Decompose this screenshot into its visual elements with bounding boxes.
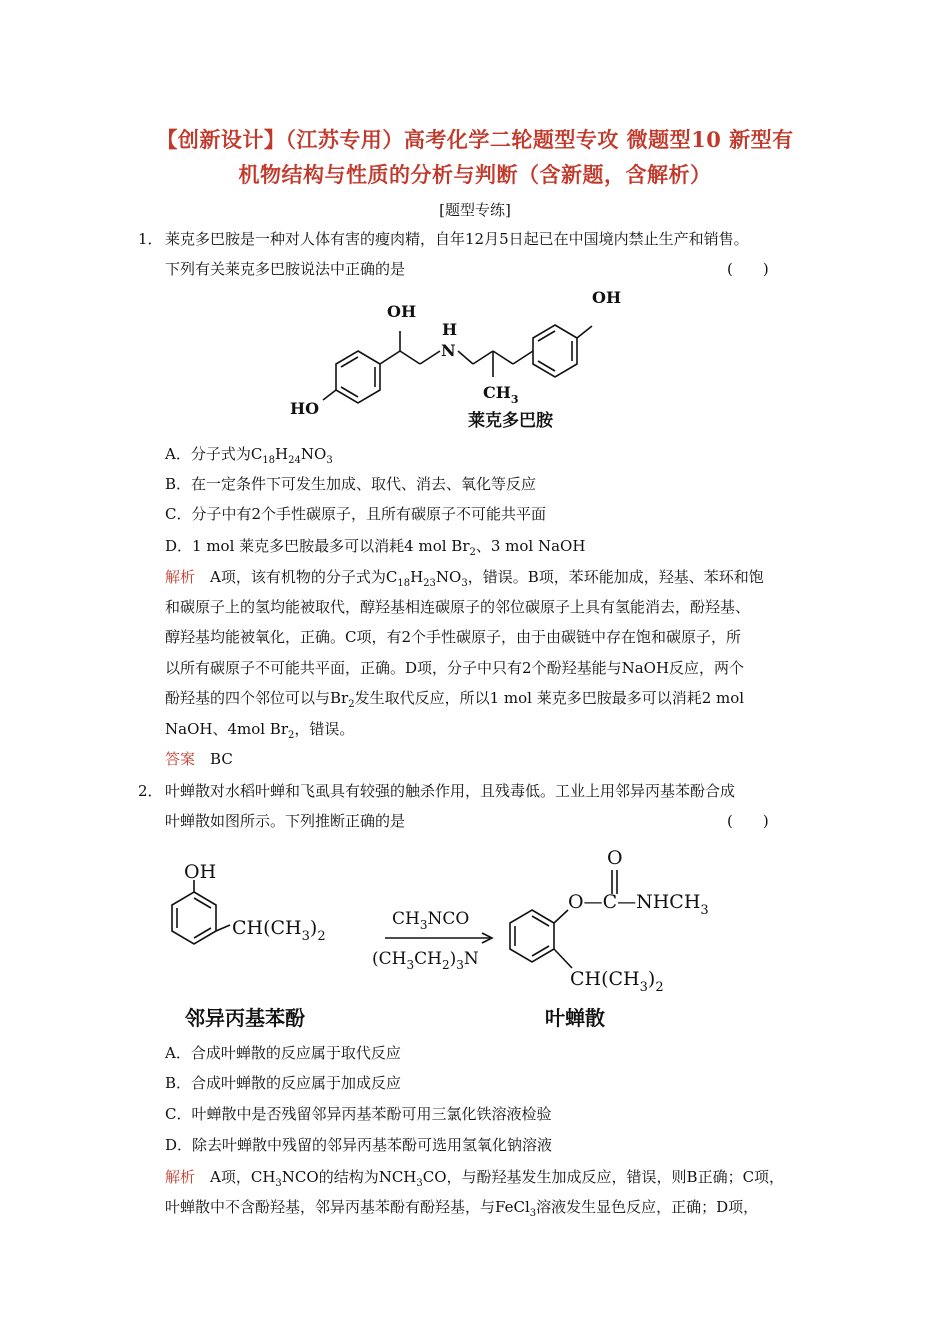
q1-answer: 答案 BC	[165, 750, 233, 768]
q2-option-a: A．合成叶蝉散的反应属于取代反应	[165, 1044, 401, 1062]
question-2-answer-blank: ( )	[727, 812, 769, 830]
q1-analysis-line4: 以所有碳原子不可能共平面，正确。D项，分子中只有2个酚羟基能与NaOH反应，两个	[165, 659, 745, 677]
page-title-line1: 【创新设计】（江苏专用）高考化学二轮题型专攻 微题型10 新型有	[156, 127, 794, 152]
q1-analysis-line6: NaOH、4mol $Br_2$，错误。	[165, 720, 355, 741]
q2-option-d: D．除去叶蝉散中残留的邻异丙基苯酚可选用氢氧化钠溶液	[165, 1136, 553, 1154]
q1-analysis-line1: 解析 A项，该有机物的分子式为$C_{18}H_{23}NO_3$，错误。B项，苯环能加成，羟基、苯环和饱	[165, 568, 764, 589]
q1-option-d: D．1 mol 莱克多巴胺最多可以消耗4 mol $Br_2$、3 mol NaOH	[165, 537, 586, 558]
h-label: H	[442, 320, 458, 339]
compound-name-ractopamine: 莱克多巴胺	[468, 411, 553, 431]
carbamate-label: $O—C—NHCH_3$	[568, 891, 709, 918]
q1-analysis-line5: 酚羟基的四个邻位可以与$Br_2$发生取代反应，所以1 mol 莱克多巴胺最多可以消耗2 mol	[165, 689, 745, 710]
q1-analysis-line2: 和碳原子上的氢均能被取代，醇羟基相连碳原子的邻位碳原子上具有氢能消去，酚羟基、	[165, 598, 751, 616]
question-1-stem-line2: 下列有关莱克多巴胺说法中正确的是	[165, 260, 406, 278]
analysis-label: 解析	[165, 568, 196, 586]
question-1-number: 1．	[138, 230, 163, 248]
question-1-stem-line1: 莱克多巴胺是一种对人体有害的瘦肉精，自年12月5日起已在中国境内禁止生产和销售。	[165, 230, 749, 248]
q1-option-a: A．分子式为$C_{18}H_{24}NO_3$	[165, 445, 333, 466]
q1-option-b: B．在一定条件下可发生加成、取代、消去、氧化等反应	[165, 475, 537, 493]
compound-name-left: 邻异丙基苯酚	[185, 1006, 305, 1030]
n-label: N	[441, 341, 456, 360]
question-2-stem-line1: 叶蝉散对水稻叶蝉和飞虱具有较强的触杀作用，且残毒低。工业上用邻异丙基苯酚合成	[165, 782, 736, 800]
compound-name-right: 叶蝉散	[545, 1006, 605, 1030]
synthesis-scheme	[160, 840, 760, 1040]
reagent-triethylamine: $(CH_3CH_2)_3N$	[372, 949, 479, 972]
q2-analysis-line1: 解析 A项，$CH_3NCO$的结构为$NCH_3CO$，与酚羟基发生加成反应，错误，则B正确；C项，	[165, 1168, 785, 1189]
question-2-stem-line2: 叶蝉散如图所示。下列推断正确的是	[165, 812, 406, 830]
ractopamine-structure	[280, 285, 700, 435]
page-title-line2: 机物结构与性质的分析与判断（含新题，含解析）	[238, 162, 712, 187]
q1-option-c: C．分子中有2个手性碳原子，且所有碳原子不可能共平面	[165, 505, 547, 523]
oh-label-right: OH	[592, 288, 622, 307]
q2-option-c: C．叶蝉散中是否残留邻异丙基苯酚可用三氯化铁溶液检验	[165, 1105, 552, 1123]
carbonyl-o-label: O	[607, 847, 623, 869]
question-2-number: 2．	[138, 782, 163, 800]
reagent-methyl-isocyanate: $CH_3NCO$	[392, 909, 470, 932]
answer-label: 答案	[165, 750, 196, 768]
isopropyl-label-left: $CH(CH_3)_2$	[232, 917, 326, 944]
section-heading: [题型专练]	[439, 201, 511, 219]
ch3-label: $CH_3$	[483, 383, 519, 406]
q2-analysis-line2: 叶蝉散中不含酚羟基，邻异丙基苯酚有酚羟基，与FeCl$_3$溶液发生显色反应，正确；D项，	[165, 1198, 759, 1219]
oh-label-top: OH	[387, 302, 417, 321]
ho-label: HO	[290, 399, 320, 418]
analysis-label-2: 解析	[165, 1168, 196, 1186]
oh-label-phenol: OH	[184, 861, 217, 883]
q2-option-b: B．合成叶蝉散的反应属于加成反应	[165, 1074, 402, 1092]
isopropyl-label-right: $CH(CH_3)_2$	[570, 968, 664, 995]
question-1-answer-blank: ( )	[727, 260, 769, 278]
q1-analysis-line3: 醇羟基均能被氧化，正确。C项，有2个手性碳原子，由于由碳链中存在饱和碳原子，所	[165, 628, 742, 646]
